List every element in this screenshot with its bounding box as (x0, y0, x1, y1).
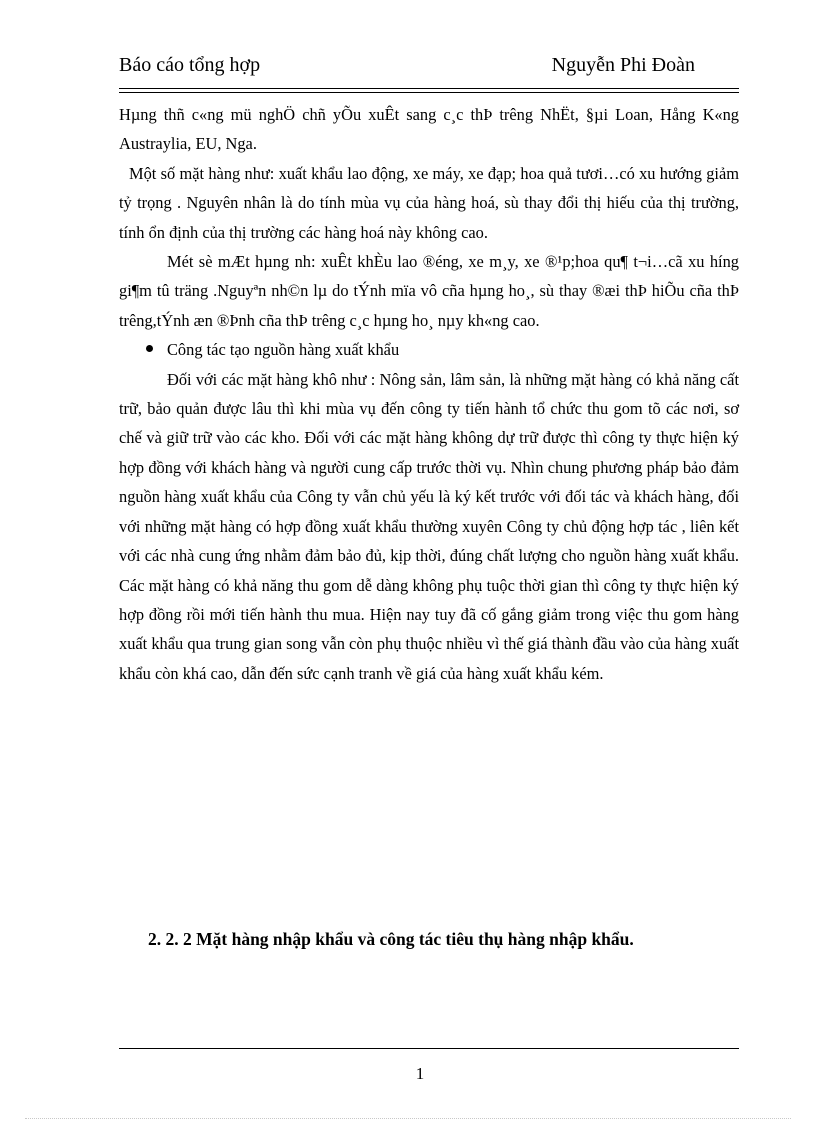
paragraph-declining-items: Một số mặt hàng như: xuất khẩu lao động, xe máy, xe đạp; hoa quả tươi…có xu hướng giảm tỷ trọng . Nguyên nhân là do tính mùa vụ của hàng hoá, sù thay đổi thị hiếu của thị trường, tính ổn định của thị trường các hàng hoá này không cao. (119, 163, 739, 242)
bullet-text: Công tác tạo nguồn hàng xuất khẩu (167, 340, 400, 360)
page-bottom-border (25, 1118, 791, 1119)
bullet-icon (146, 345, 153, 352)
page-number: 1 (415, 1064, 425, 1083)
section-heading: 2. 2. 2 Mặt hàng nhập khẩu và công tác tiêu thụ hàng nhập khẩu. (148, 929, 634, 949)
header-title: Báo cáo tổng hợp (119, 54, 261, 76)
page-header (119, 50, 739, 86)
paragraph-declining-items-legacy: Mét sè mÆt hµng nh: xuÊt khÈu lao ®éng, xe m¸y, xe ®¹p;hoa qu¶ t¬i…cã xu híng gi¶m tû träng .Nguyªn nh©n lµ do tÝnh mïa vô cña hµng ho¸, sù thay ®æi thÞ hiÕu cña thÞ trêng,tÝnh æn ®Þnh cña thÞ trêng c¸c hµng ho¸ nµy kh«ng cao. (119, 252, 739, 330)
header-rule-thin (119, 92, 739, 93)
paragraph-sourcing-details: Đối với các mặt hàng khô như : Nông sản, lâm sản, là những mặt hàng có khả năng cất trữ, bảo quản được lâu thì khi mùa vụ đến công ty tiến hành tổ chức thu gom tõ các nơi, sơ chế và giữ trữ vào các kho. Đối với các mặt hàng không dự trữ được thì công ty thực hiện ký hợp đồng với khách hàng và người cung cấp trước thời vụ. Nhìn chung phương pháp bảo đảm nguồn hàng xuất khẩu của Công ty vẫn chủ yếu là ký kết trước với đối tác và khách hàng, đối với những mặt hàng có hợp đồng xuất khẩu thường xuyên Công ty chủ động hợp tác , liên kết với các nhà cung ứng nhằm đảm bảo đủ, kịp thời, đúng chất lượng cho nguồn hàng xuất khẩu. Các mặt hàng có khả năng thu gom dễ dàng không phụ tuộc thời gian thì công ty thực hiện ký hợp đồng rồi mới tiến hành thu mua. Hiện nay tuy đã cố gắng giảm trong việc thu gom hàng xuất khẩu qua trung gian song vẫn còn phụ thuộc nhiều vì thế giá thành đầu vào của hàng xuất khẩu còn khá cao, dẫn đến sức cạnh tranh về giá của hàng xuất khẩu kém. (119, 369, 739, 683)
header-author: Nguyễn Phi Đoàn (551, 54, 695, 76)
document-body (119, 100, 739, 688)
paragraph-handicraft-markets: Hµng thñ c«ng mü nghÖ chñ yÕu xuÊt sang c¸c thÞ trêng NhËt, §µi Loan, Hång K«ng Austraylia, EU, Nga. (119, 105, 739, 154)
footer-rule (119, 1048, 739, 1049)
bullet-item-sourcing (119, 335, 739, 364)
header-rule-thick (119, 88, 739, 89)
